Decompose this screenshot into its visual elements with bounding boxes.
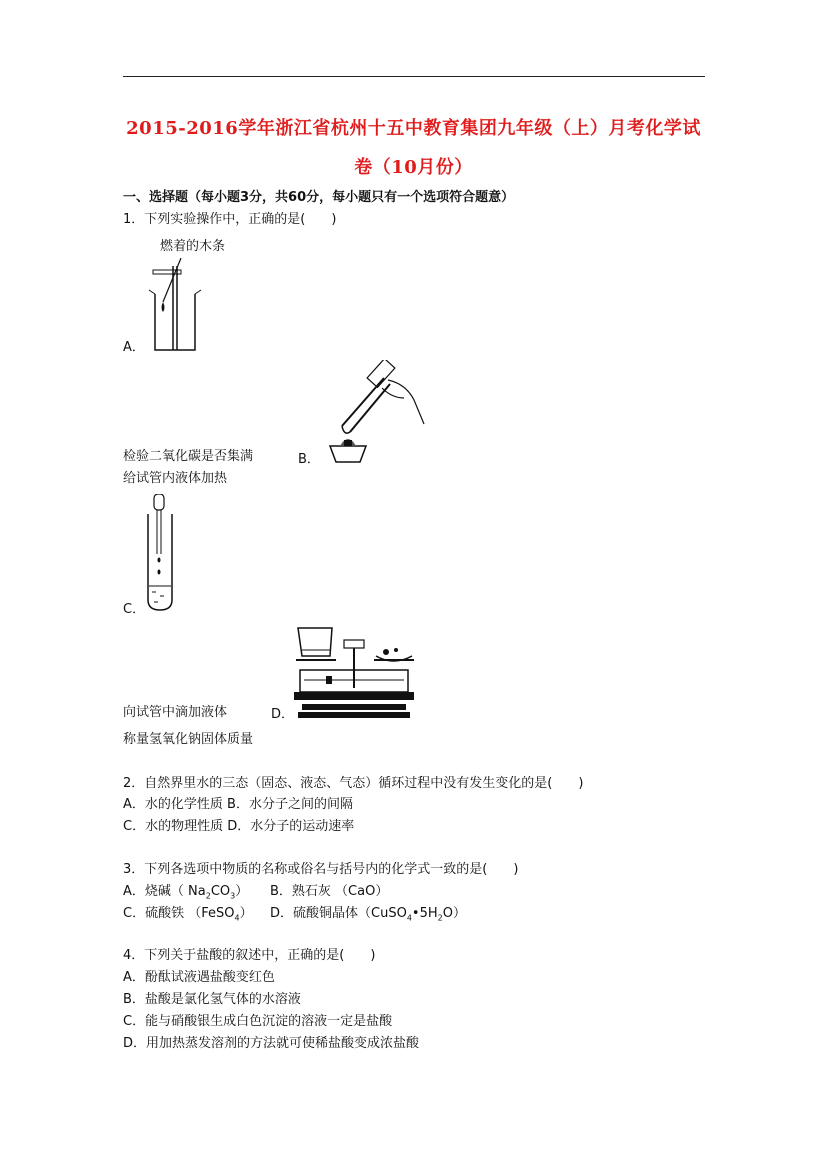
q2-options-cd: C．水的物理性质 D．水分子的运动速率 [123,819,355,834]
q1-option-a-letter: A． [123,340,145,355]
q3-stem: 3．下列各选项中物质的名称或俗名与括号内的化学式一致的是( ) [123,862,519,877]
q1-option-d-text: 称量氢氧化钠固体质量 [123,732,254,747]
figure-balance-scale [292,626,416,720]
q1-stem: 1．下列实验操作中，正确的是( ) [123,212,337,227]
q2-options-ab: A．水的化学性质 B．水分子之间的间隔 [123,797,353,812]
q1-option-a-text: 检验二氧化碳是否集满 [123,449,254,464]
q3-option-b: B．熟石灰 （CaO） [270,884,389,899]
q3-option-d: D．硫酸铜晶体$(CuSO_4•5H_2O)$ [270,906,466,923]
q4-stem: 4．下列关于盐酸的叙述中，正确的是( ) [123,948,376,963]
figA-caption: 燃着的木条 [160,239,226,254]
q4-option-c: C．能与硝酸银生成白色沉淀的溶液一定是盐酸 [123,1014,393,1029]
q3-option-c: C．硫酸铁 （FeSO$_4$） [123,906,253,923]
figure-gas-bottle [145,258,205,354]
q2-stem: 2．自然界里水的三态（固态、液态、气态）循环过程中没有发生变化的是( ) [123,776,584,791]
page-title-line1: 2015-2016学年浙江省杭州十五中教育集团九年级（上）月考化学试 [126,118,701,139]
q3-option-a: A．烧碱（ $Na_2CO_3$） [123,884,249,901]
q4-option-d: D．用加热蒸发溶剂的方法就可使稀盐酸变成浓盐酸 [123,1036,420,1051]
header-rule [123,76,705,77]
section-heading: 一、选择题（每小题3分，共60分，每小题只有一个选项符合题意） [123,190,515,205]
q1-option-b-text: 给试管内液体加热 [123,471,228,486]
q4-option-a: A．酚酞试液遇盐酸变红色 [123,970,275,985]
page-title-line2: 卷（10月份） [354,157,473,178]
figure-test-tube-heating [318,360,428,470]
figure-dropper-tube [140,494,180,614]
q1-option-c-text: 向试管中滴加液体 [123,705,228,720]
q1-option-c-letter: C． [123,602,146,617]
q1-option-b-letter: B． [298,452,320,467]
q4-option-b: B．盐酸是氯化氢气体的水溶液 [123,992,301,1007]
q1-option-d-letter: D． [271,707,295,722]
